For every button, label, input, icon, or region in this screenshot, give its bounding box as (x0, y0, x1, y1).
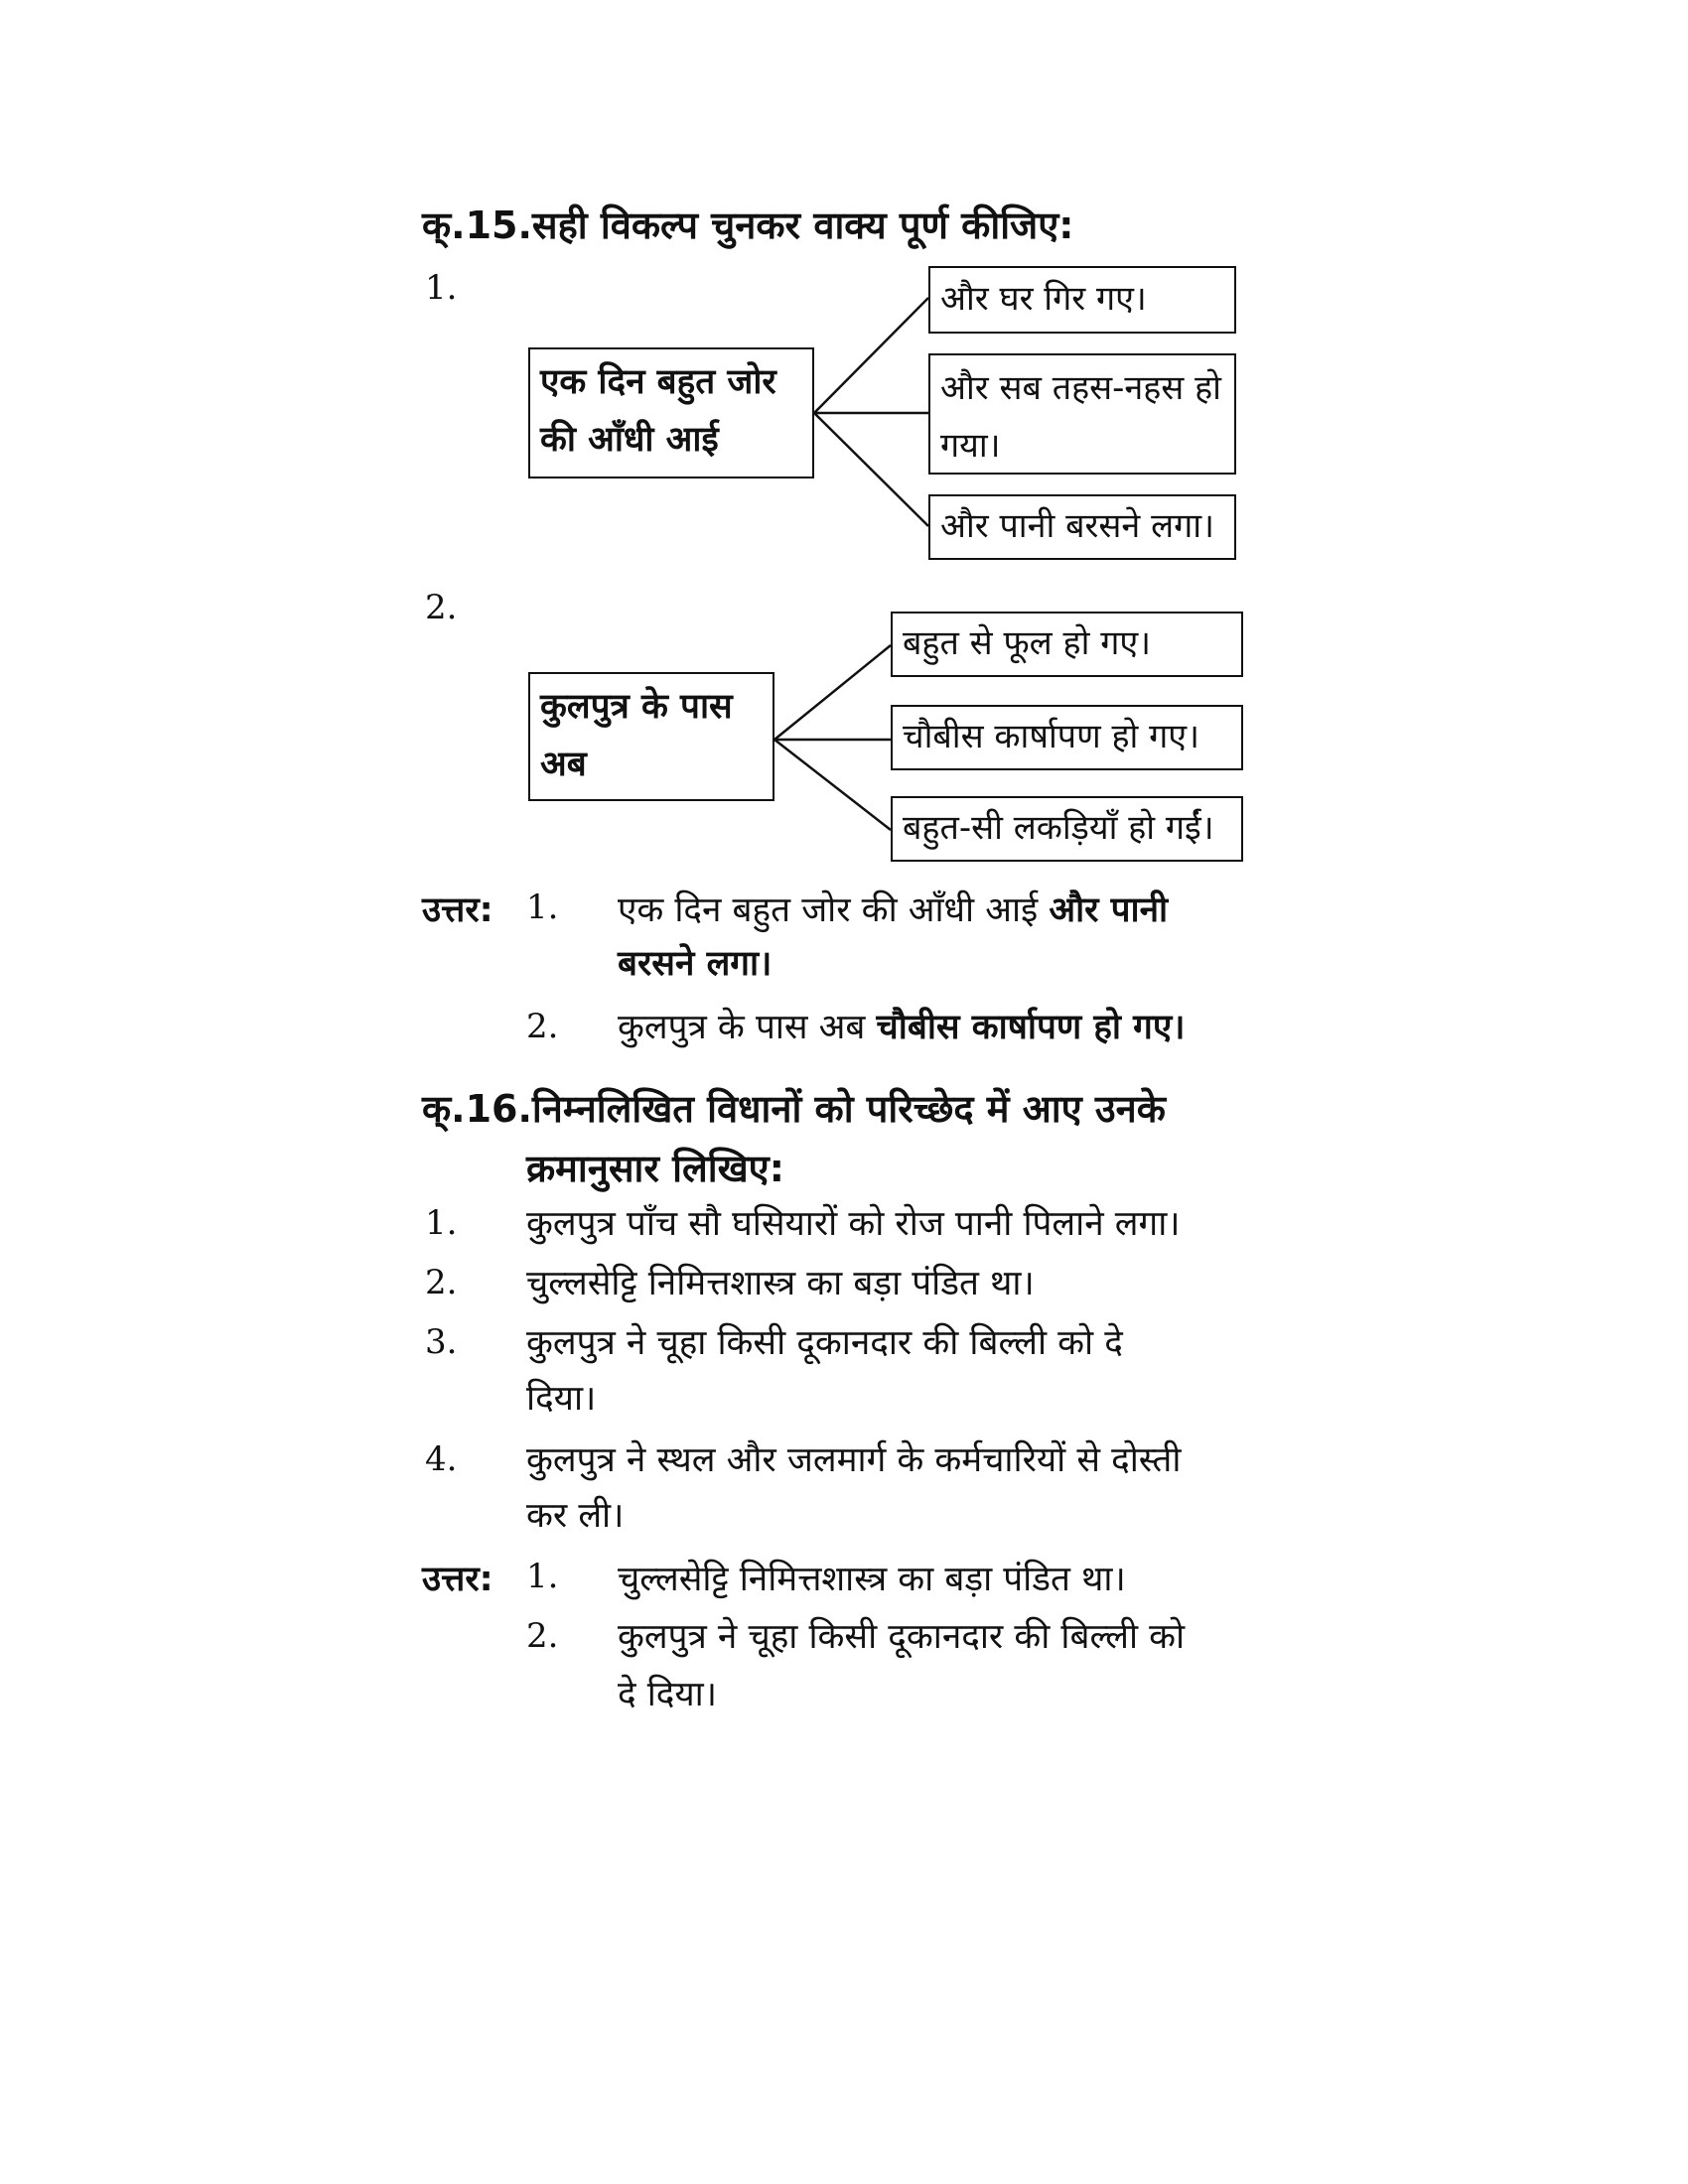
q15-item2-stem: कुलपुत्र के पास अब (528, 672, 774, 801)
q15-title: क्.15.सही विकल्प चुनकर वाक्य पूर्ण कीजिए: (422, 204, 1074, 247)
q16-answer-label: उत्तर: (422, 1560, 493, 1599)
q16-item4-number: 4. (425, 1439, 458, 1479)
q16-item1-number: 1. (425, 1203, 458, 1243)
q15-answer1-line2: बरसने लगा। (618, 944, 773, 984)
q16-answer2-number: 2. (526, 1616, 559, 1656)
q16-item4-line1: कुलपुत्र ने स्थल और जलमार्ग के कर्मचारियों से दोस्ती (526, 1440, 1182, 1480)
q16-item3-line2: दिया। (526, 1379, 597, 1419)
q16-item3-line1: कुलपुत्र ने चूहा किसी दूकानदार की बिल्ली को दे (526, 1323, 1123, 1363)
q15-item1-option2: और सब तहस-नहस हो गया। (928, 353, 1236, 475)
q15-answer2-line1 (618, 1003, 1186, 1049)
q15-item2-option3: बहुत-सी लकड़ियाँ हो गईं। (891, 796, 1243, 862)
q15-answer2-plain: कुलपुत्र के पास अब (618, 1008, 866, 1047)
q16-answer2-line1: कुलपुत्र ने चूहा किसी दूकानदार की बिल्ली को (618, 1617, 1186, 1657)
q15-item1-number: 1. (425, 268, 458, 308)
q16-item2-number: 2. (425, 1263, 458, 1302)
q16-title-line2: क्रमानुसार लिखिए: (526, 1147, 784, 1190)
q15-item2-option2: चौबीस कार्षापण हो गए। (891, 705, 1243, 770)
q15-answer2-number: 2. (526, 1007, 559, 1046)
q15-answer1-number: 1. (526, 887, 559, 927)
connector-2a (774, 645, 891, 740)
q16-answer1-text: चुल्लसेट्टि निमित्तशास्त्र का बड़ा पंडित था। (618, 1560, 1126, 1599)
q15-item1-option3: और पानी बरसने लगा। (928, 494, 1236, 560)
q16-answer1-number: 1. (526, 1557, 559, 1596)
connector-1c (814, 413, 928, 526)
q16-answer2-line2: दे दिया। (618, 1675, 717, 1714)
q15-answer-label: उत्तर: (422, 890, 493, 930)
q15-answer2-bold: चौबीस कार्षापण हो गए। (876, 1008, 1186, 1047)
q16-item1-text: कुलपुत्र पाँच सौ घसियारों को रोज पानी पिलाने लगा। (526, 1204, 1181, 1244)
q16-item4-line2: कर ली। (526, 1496, 625, 1536)
q15-answer1-plain: एक दिन बहुत जोर की आँधी आई (618, 890, 1039, 930)
q15-item2-number: 2. (425, 588, 458, 627)
q16-item3-number: 3. (425, 1322, 458, 1362)
q15-answer1-line1 (618, 886, 1168, 932)
q15-item1-stem: एक दिन बहुत जोर की आँधी आई (528, 347, 814, 478)
q15-answer1-bold1: और पानी (1049, 890, 1169, 930)
connector-2c (774, 740, 891, 830)
q16-title-line1: क्.16.निम्नलिखित विधानों को परिच्छेद में आए उनके (422, 1087, 1166, 1131)
connector-1a (814, 298, 928, 413)
q15-item1-option1: और घर गिर गए। (928, 266, 1236, 334)
q16-item2-text: चुल्लसेट्टि निमित्तशास्त्र का बड़ा पंडित था। (526, 1264, 1035, 1303)
q15-item2-option1: बहुत से फूल हो गए। (891, 612, 1243, 677)
